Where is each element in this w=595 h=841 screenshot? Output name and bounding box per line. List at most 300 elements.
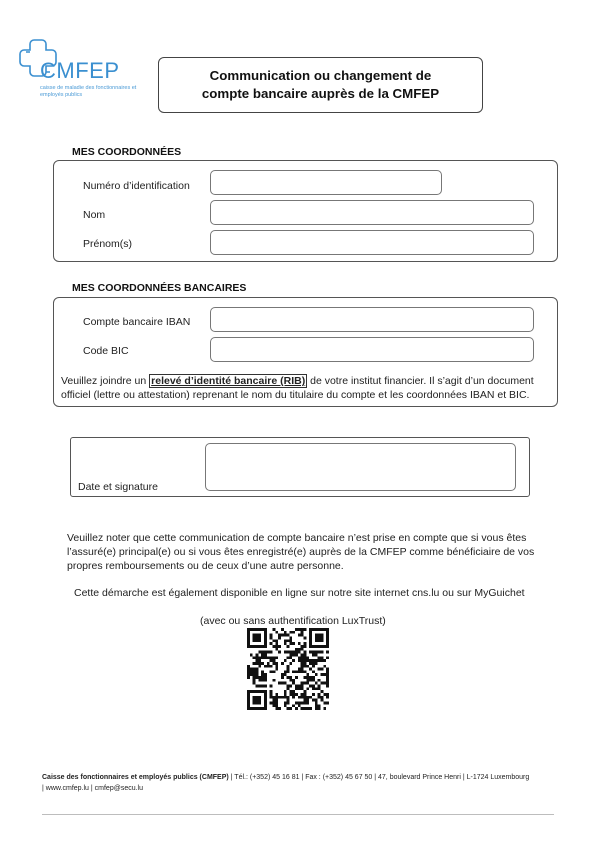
qr-module [275, 639, 278, 642]
qr-module [304, 693, 307, 696]
qr-module [306, 702, 309, 705]
qr-module [278, 636, 281, 639]
qr-module [250, 673, 253, 676]
qr-module [326, 670, 329, 673]
qr-module [247, 699, 250, 702]
qr-module [284, 704, 287, 707]
qr-module [284, 690, 287, 693]
qr-module [318, 707, 321, 710]
qr-module [281, 673, 284, 676]
qr-module [318, 679, 321, 682]
qr-module [284, 631, 287, 634]
qr-module [315, 702, 318, 705]
qr-module [270, 696, 273, 699]
qr-module [321, 628, 324, 631]
rib-note-prefix: Veuillez joindre un [61, 375, 150, 387]
bancaires-heading: MES COORDONNÉES BANCAIRES [72, 282, 247, 294]
qr-module [264, 639, 267, 642]
qr-module [261, 690, 264, 693]
prenom-field[interactable] [210, 230, 534, 255]
qr-module [289, 685, 292, 688]
qr-module [275, 631, 278, 634]
qr-module [287, 687, 290, 690]
qr-module [295, 670, 298, 673]
qr-module [301, 665, 304, 668]
qr-module [304, 659, 307, 662]
qr-module [326, 656, 329, 659]
qr-module [309, 659, 312, 662]
qr-module [264, 636, 267, 639]
qr-module [255, 653, 258, 656]
qr-module [301, 702, 304, 705]
qr-module [275, 704, 278, 707]
qr-module [247, 670, 250, 673]
qr-module [321, 651, 324, 654]
qr-module [253, 662, 256, 665]
qr-module [309, 642, 312, 645]
qr-module [255, 628, 258, 631]
qr-module [267, 651, 270, 654]
qr-module [264, 679, 267, 682]
qr-module [275, 642, 278, 645]
qr-module [284, 670, 287, 673]
qr-module [258, 696, 261, 699]
qr-module [287, 699, 290, 702]
qr-module [315, 662, 318, 665]
qr-module [306, 687, 309, 690]
qr-module [304, 676, 307, 679]
qr-module [278, 682, 281, 685]
rib-note [61, 374, 555, 402]
qr-module [258, 659, 261, 662]
qr-module [321, 690, 324, 693]
signature-field[interactable] [205, 443, 516, 491]
qr-module [312, 687, 315, 690]
qr-module [287, 656, 290, 659]
qr-module [326, 676, 329, 679]
qr-module [312, 653, 315, 656]
qr-module [312, 699, 315, 702]
qr-module [287, 696, 290, 699]
qr-module [309, 634, 312, 637]
qr-module [326, 639, 329, 642]
qr-module [250, 668, 253, 671]
qr-module [255, 634, 258, 637]
qr-module [247, 631, 250, 634]
label-date-signature: Date et signature [78, 481, 158, 493]
qr-module [278, 651, 281, 654]
qr-module [255, 668, 258, 671]
qr-module [261, 662, 264, 665]
document-title [202, 67, 439, 103]
qr-module [318, 687, 321, 690]
qr-module [326, 651, 329, 654]
qr-module [292, 642, 295, 645]
qr-module [270, 651, 273, 654]
qr-module [253, 628, 256, 631]
qr-module [323, 693, 326, 696]
qr-module [255, 662, 258, 665]
qr-module [278, 707, 281, 710]
qr-module [264, 702, 267, 705]
qr-module [275, 648, 278, 651]
qr-module [275, 665, 278, 668]
qr-module [301, 687, 304, 690]
qr-module [267, 656, 270, 659]
qr-module [289, 653, 292, 656]
qr-module [264, 631, 267, 634]
qr-module [258, 634, 261, 637]
qr-module [321, 699, 324, 702]
qr-module [295, 687, 298, 690]
qr-module [301, 685, 304, 688]
qr-module [304, 651, 307, 654]
qr-module [318, 656, 321, 659]
qr-module [247, 693, 250, 696]
qr-module [323, 628, 326, 631]
qr-module [326, 628, 329, 631]
qr-module [253, 668, 256, 671]
rib-emphasis: relevé d’identité bancaire (RIB) [151, 375, 306, 387]
nom-field[interactable] [210, 200, 534, 225]
qr-module [264, 693, 267, 696]
qr-module [264, 676, 267, 679]
qr-module [312, 670, 315, 673]
qr-module [309, 707, 312, 710]
qr-module [326, 679, 329, 682]
qr-module [270, 670, 273, 673]
qr-module [315, 651, 318, 654]
qr-module [284, 642, 287, 645]
qr-module [278, 696, 281, 699]
qr-module [284, 673, 287, 676]
qr-module [295, 693, 298, 696]
qr-module [278, 634, 281, 637]
qr-module [264, 628, 267, 631]
qr-module [321, 673, 324, 676]
footer-rule [42, 814, 554, 815]
qr-module [253, 676, 256, 679]
qr-module [312, 685, 315, 688]
qr-module [264, 645, 267, 648]
qr-module [289, 639, 292, 642]
footer-contact: | Tél.: (+352) 45 16 81 | Fax : (+352) 45 67 50 | 47, boulevard Prince Henri | L-1724 Luxembourg [228, 774, 530, 781]
qr-module [298, 696, 301, 699]
qr-module [253, 696, 256, 699]
qr-module [304, 670, 307, 673]
qr-module [298, 648, 301, 651]
qr-module [326, 673, 329, 676]
qr-module [264, 634, 267, 637]
qr-module [321, 636, 324, 639]
qr-module [264, 696, 267, 699]
qr-module [289, 693, 292, 696]
qr-module [301, 693, 304, 696]
qr-module [275, 707, 278, 710]
qr-module [284, 696, 287, 699]
qr-module [272, 659, 275, 662]
qr-module [255, 702, 258, 705]
qr-module [309, 685, 312, 688]
qr-module [306, 707, 309, 710]
qr-module [309, 662, 312, 665]
qr-module [253, 707, 256, 710]
qr-module [298, 651, 301, 654]
qr-module [289, 676, 292, 679]
qr-module [253, 670, 256, 673]
qr-module [326, 702, 329, 705]
qr-module [281, 634, 284, 637]
qr-module [258, 636, 261, 639]
qr-module [247, 636, 250, 639]
qr-module [253, 702, 256, 705]
qr-module [261, 670, 264, 673]
qr-module [250, 690, 253, 693]
qr-module [264, 665, 267, 668]
qr-module [304, 636, 307, 639]
qr-module [284, 634, 287, 637]
auth-notice: (avec ou sans authentification LuxTrust) [200, 615, 386, 627]
qr-module [258, 645, 261, 648]
qr-module [247, 639, 250, 642]
qr-module [304, 702, 307, 705]
document-title-box [158, 57, 483, 113]
qr-module [287, 676, 290, 679]
qr-module [304, 682, 307, 685]
qr-module [267, 665, 270, 668]
qr-module [258, 662, 261, 665]
qr-module [272, 628, 275, 631]
qr-module [306, 676, 309, 679]
qr-module [281, 696, 284, 699]
qr-module [255, 656, 258, 659]
qr-module [306, 673, 309, 676]
qr-module [250, 628, 253, 631]
qr-module [323, 702, 326, 705]
qr-module [301, 659, 304, 662]
qr-module [318, 668, 321, 671]
qr-module [264, 685, 267, 688]
qr-module [253, 636, 256, 639]
qr-module [323, 682, 326, 685]
qr-module [315, 628, 318, 631]
qr-module [304, 690, 307, 693]
bic-field[interactable] [210, 337, 534, 362]
qr-module [255, 673, 258, 676]
qr-module [306, 696, 309, 699]
qr-module [272, 670, 275, 673]
qr-module [315, 704, 318, 707]
qr-module [253, 679, 256, 682]
qr-module [247, 704, 250, 707]
qr-module [275, 668, 278, 671]
qr-module [321, 696, 324, 699]
qr-module [264, 704, 267, 707]
qr-module [261, 653, 264, 656]
qr-code-image [246, 628, 330, 710]
qr-module [301, 631, 304, 634]
qr-module [323, 673, 326, 676]
qr-module [261, 673, 264, 676]
qr-module [270, 685, 273, 688]
qr-module [287, 702, 290, 705]
qr-module [255, 699, 258, 702]
qr-module [304, 656, 307, 659]
qr-module [295, 648, 298, 651]
qr-module [321, 645, 324, 648]
qr-module [247, 702, 250, 705]
qr-module [326, 696, 329, 699]
qr-module [275, 693, 278, 696]
qr-module [255, 659, 258, 662]
qr-module [261, 679, 264, 682]
qr-module [258, 639, 261, 642]
qr-module [255, 639, 258, 642]
qr-module [258, 656, 261, 659]
qr-module [321, 659, 324, 662]
qr-module [309, 631, 312, 634]
qr-module [264, 651, 267, 654]
qr-module [306, 699, 309, 702]
qr-module [281, 676, 284, 679]
qr-module [270, 642, 273, 645]
qr-module [247, 676, 250, 679]
qr-module [255, 696, 258, 699]
qr-module [326, 645, 329, 648]
qr-code[interactable] [246, 628, 330, 710]
qr-module [264, 690, 267, 693]
qr-module [267, 662, 270, 665]
qr-module [312, 645, 315, 648]
qr-module [289, 662, 292, 665]
qr-module [270, 636, 273, 639]
qr-module [326, 631, 329, 634]
qr-module [301, 707, 304, 710]
qr-module [289, 690, 292, 693]
coordonnees-heading: MES COORDONNÉES [72, 146, 182, 158]
qr-module [289, 656, 292, 659]
label-bic: Code BIC [83, 345, 129, 357]
qr-module [284, 702, 287, 705]
qr-module [272, 656, 275, 659]
qr-module [318, 696, 321, 699]
qr-module [315, 673, 318, 676]
qr-module [295, 685, 298, 688]
qr-module [270, 656, 273, 659]
qr-module [284, 651, 287, 654]
label-iban: Compte bancaire IBAN [83, 316, 191, 328]
qr-module [309, 645, 312, 648]
qr-module [301, 653, 304, 656]
qr-module [295, 707, 298, 710]
qr-module [272, 639, 275, 642]
qr-module [326, 642, 329, 645]
qr-module [309, 651, 312, 654]
qr-module [315, 636, 318, 639]
qr-module [253, 682, 256, 685]
qr-module [258, 707, 261, 710]
qr-module [272, 702, 275, 705]
qr-module [304, 642, 307, 645]
qr-module [304, 707, 307, 710]
footer [42, 772, 567, 794]
qr-module [326, 685, 329, 688]
qr-module [261, 676, 264, 679]
qr-module [289, 679, 292, 682]
qr-module [289, 642, 292, 645]
qr-module [326, 636, 329, 639]
qr-module [275, 696, 278, 699]
qr-module [261, 645, 264, 648]
qr-module [289, 651, 292, 654]
qr-module [258, 628, 261, 631]
qr-module [258, 690, 261, 693]
qr-module [292, 690, 295, 693]
qr-module [261, 651, 264, 654]
qr-module [295, 651, 298, 654]
qr-module [253, 639, 256, 642]
qr-module [295, 676, 298, 679]
qr-module [287, 645, 290, 648]
qr-module [298, 659, 301, 662]
qr-module [298, 702, 301, 705]
qr-module [247, 696, 250, 699]
qr-module [253, 690, 256, 693]
qr-module [261, 685, 264, 688]
qr-module [323, 659, 326, 662]
qr-module [326, 693, 329, 696]
qr-module [281, 628, 284, 631]
qr-module [306, 679, 309, 682]
qr-module [258, 651, 261, 654]
qr-module [321, 656, 324, 659]
qr-module [306, 682, 309, 685]
qr-module [318, 645, 321, 648]
identification-field[interactable] [210, 170, 442, 195]
qr-module [309, 636, 312, 639]
qr-module [298, 685, 301, 688]
qr-module [323, 707, 326, 710]
qr-module [247, 628, 250, 631]
qr-module [298, 628, 301, 631]
label-nom: Nom [83, 209, 106, 221]
qr-module [270, 665, 273, 668]
qr-module [295, 653, 298, 656]
qr-module [292, 653, 295, 656]
qr-module [292, 659, 295, 662]
qr-module [270, 634, 273, 637]
qr-module [292, 651, 295, 654]
qr-module [287, 651, 290, 654]
qr-module [258, 702, 261, 705]
qr-module [315, 645, 318, 648]
qr-module [306, 665, 309, 668]
qr-module [258, 679, 261, 682]
iban-field[interactable] [210, 307, 534, 332]
qr-module [301, 656, 304, 659]
qr-module [272, 696, 275, 699]
qr-module [253, 673, 256, 676]
qr-module [258, 685, 261, 688]
qr-module [312, 651, 315, 654]
qr-module [315, 699, 318, 702]
qr-module [281, 662, 284, 665]
qr-module [301, 648, 304, 651]
qr-module [315, 639, 318, 642]
qr-module [306, 659, 309, 662]
qr-module [258, 699, 261, 702]
qr-module [321, 639, 324, 642]
